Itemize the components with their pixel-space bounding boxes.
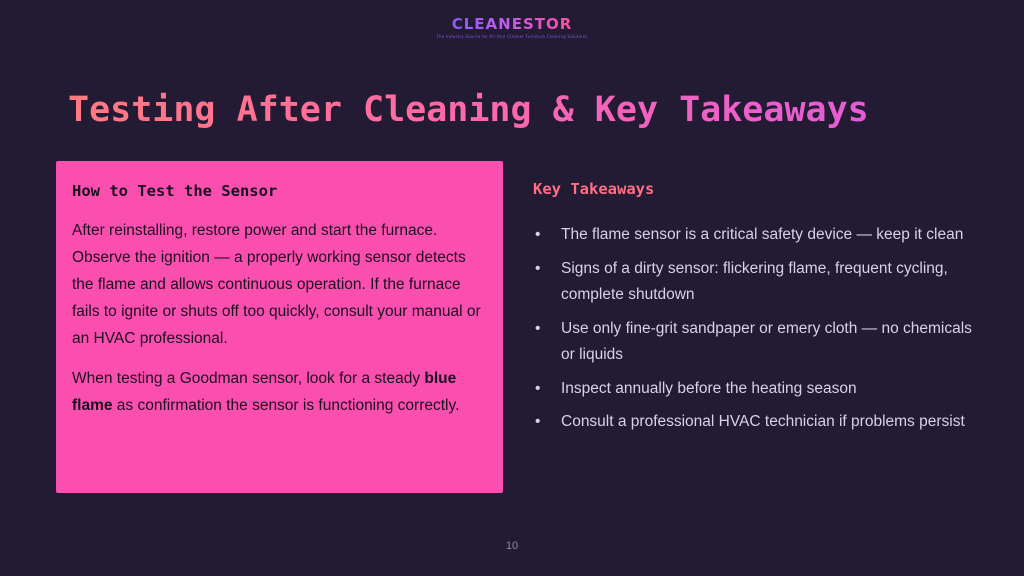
logo	[0, 14, 1024, 39]
key-takeaways-list	[533, 222, 973, 436]
takeaway-item	[533, 256, 973, 309]
blue-flame-emphasis: blue flame	[72, 370, 457, 414]
takeaway-item	[533, 409, 973, 436]
key-takeaways-section	[533, 178, 973, 443]
logo-tagline: The Industry Source for All Your Cleaner Furniture Cleaning Solutions	[436, 34, 588, 39]
paragraph-2-text-after: as confirmation the sensor is functioning correctly.	[112, 397, 460, 414]
test-sensor-paragraph-2	[72, 365, 487, 419]
takeaway-item	[533, 376, 973, 403]
bullet-icon: •	[535, 259, 541, 277]
test-sensor-paragraph-1: After reinstalling, restore power and start the furnace. Observe the ignition — a properly working sensor detects the flame and allows continuous operation. If the furnace fails to ignite or shuts off too quickly, consult your manual or an HVAC professional.	[72, 222, 481, 347]
bullet-icon: •	[535, 379, 541, 397]
slide-title: Testing After Cleaning & Key Takeaways	[68, 90, 869, 130]
logo-wordmark: CLEANESTOR	[451, 15, 573, 33]
takeaway-item	[533, 222, 973, 249]
test-sensor-heading: How to Test the Sensor	[72, 182, 278, 200]
takeaway-text: Inspect annually before the heating season	[561, 379, 857, 397]
takeaway-text: Use only fine-grit sandpaper or emery cloth — no chemicals or liquids	[561, 319, 972, 363]
bullet-icon: •	[535, 226, 541, 243]
takeaway-item	[533, 316, 973, 369]
bullet-icon: •	[535, 413, 541, 430]
test-sensor-card	[56, 161, 503, 493]
takeaway-text: Consult a professional HVAC technician if problems persist	[561, 413, 965, 430]
takeaway-text: Signs of a dirty sensor: flickering flame, frequent cycling, complete shutdown	[561, 259, 948, 303]
bullet-icon: •	[535, 319, 541, 337]
page-number: 10	[505, 540, 519, 552]
takeaway-text: The flame sensor is a critical safety device — keep it clean	[561, 226, 964, 243]
key-takeaways-heading: Key Takeaways	[533, 180, 655, 198]
paragraph-2-text-before: When testing a Goodman sensor, look for a steady	[72, 370, 425, 387]
